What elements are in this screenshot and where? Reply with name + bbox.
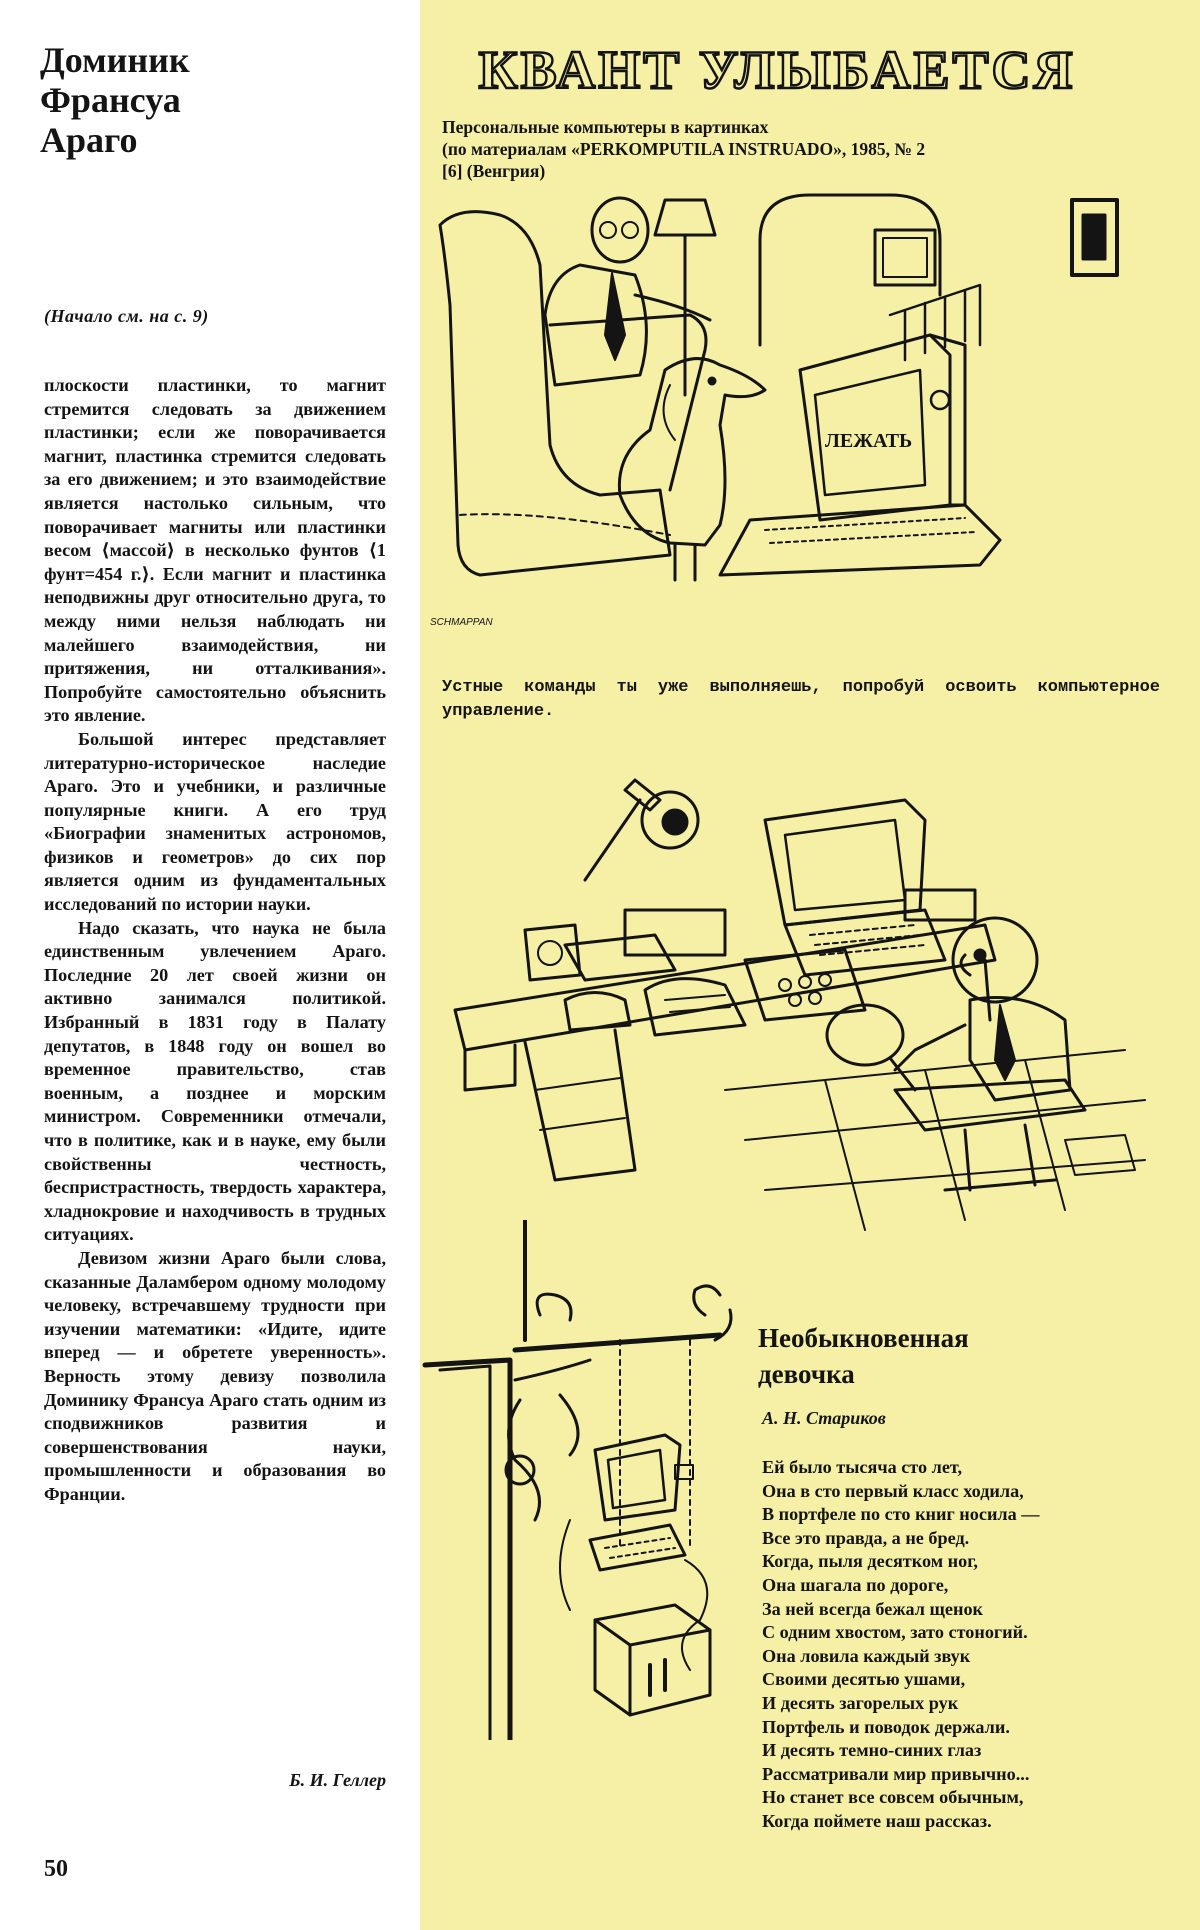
poem-line: Когда поймете наш рассказ. xyxy=(762,1810,992,1831)
cartoon-hanging-sign xyxy=(420,1220,750,1740)
article-title-line: Франсуа xyxy=(40,80,181,120)
poem-line: Когда, пыля десятком ног, xyxy=(762,1551,978,1572)
poem-title-line: Необыкновенная xyxy=(758,1323,969,1353)
cartoon-dog-computer xyxy=(420,185,1180,665)
article-paragraph: Девизом жизни Араго были слова, сказанные Даламбером одному молодому человеку, встречавшему трудности при изучении математики: «Идите, идите вперед — и обретете уверенность». Верность этому девизу позволила Доминику Франсуа Араго стать одним из сподвижников развития и совершенствования науки, промышленности и образования во Франции. xyxy=(44,1247,386,1504)
article-title-line: Доминик xyxy=(40,40,190,80)
series-caption-line: [6] (Венгрия) xyxy=(442,161,546,181)
section-title: КВАНТ УЛЫБАЕТСЯ xyxy=(478,40,1076,100)
cartoon-screen-text: ЛЕЖАТЬ xyxy=(825,430,913,452)
poem-author: А. Н. Стариков xyxy=(762,1408,886,1428)
poem-line: С одним хвостом, зато стоногий. xyxy=(762,1622,1028,1643)
poem-line: Она ловила каждый звук xyxy=(762,1645,971,1666)
poem-line: И десять загорелых рук xyxy=(762,1692,959,1713)
poem-line: Все это правда, а не бред. xyxy=(762,1527,970,1548)
poem-line: Она в сто первый класс ходила, xyxy=(762,1480,1024,1501)
article-title xyxy=(40,40,380,160)
poem-line: За ней всегда бежал щенок xyxy=(762,1598,984,1619)
article-title-line: Араго xyxy=(40,120,138,160)
poem-line: Рассматривали мир привычно... xyxy=(762,1763,1030,1784)
poem-title xyxy=(758,1320,1138,1392)
series-caption xyxy=(442,116,1162,182)
cartoon-signature: SCHMAPPAN xyxy=(430,617,493,628)
article-paragraph: Надо сказать, что наука не была единственным увлечением Араго. Последние 20 лет своей жизни он активно занимался политикой. Избранный в 1831 году в Палату депутатов, в 1848 году он вошел во временное правительство, став военным, а позднее и морским министром. Современники отмечали, что в политике, как и в науке, ему были свойственны честность, беспристрастность, твердость характера, хладнокровие и находчивость в трудных ситуациях. xyxy=(44,917,386,1245)
cartoon-office-desk xyxy=(425,760,1165,1240)
poem-title-line: девочка xyxy=(758,1359,855,1389)
series-caption-line: Персональные компьютеры в картинках xyxy=(442,117,769,137)
article-author: Б. И. Геллер xyxy=(289,1770,386,1790)
article-paragraph: Большой интерес представляет литературно-историческое наследие Араго. Это и учебники, и различные популярные книги. А его труд «Биографии знаменитых астрономов, физиков и геометров» до сих пор является одним из фундаментальных исследований по истории науки. xyxy=(44,728,386,915)
cartoon-caption: Устные команды ты уже выполняешь, попробуй освоить компьютерное управление. xyxy=(442,678,1160,721)
continued-note: (Начало см. на с. 9) xyxy=(44,306,209,326)
poem-line: Но станет все совсем обычным, xyxy=(762,1787,1024,1808)
poem-text xyxy=(762,1456,1182,1834)
article-paragraph: плоскости пластинки, то магнит стремится следовать за движением пластинки; если же поворачивается магнит, пластинка стремится следовать за его движением; и это взаимодействие является настолько сильным, что поворачивает магниты или пластинки весом ⟨массой⟩ в несколько фунтов ⟨1 фунт=454 г.⟩. Если магнит и пластинка неподвижны друг относительно друга, то между ними нельзя наблюдать ни малейшего взаимодействия, ни притяжения, ни отталкивания». Попробуйте самостоятельно объяснить это явление. xyxy=(44,375,386,726)
poem-line: Ей было тысяча сто лет, xyxy=(762,1457,963,1477)
poem-line: Она шагала по дороге, xyxy=(762,1574,949,1595)
poem-line: Своими десятью ушами, xyxy=(762,1669,966,1690)
article-body xyxy=(44,374,386,1507)
series-caption-line: (по материалам «PERKOMPUTILA INSTRUADO», 1985, № 2 xyxy=(442,139,926,159)
poem-line: В портфеле по сто книг носила — xyxy=(762,1504,1040,1525)
poem-line: Портфель и поводок держали. xyxy=(762,1716,1010,1737)
poem-line: И десять темно-синих глаз xyxy=(762,1740,982,1761)
page-number: 50 xyxy=(44,1856,68,1882)
